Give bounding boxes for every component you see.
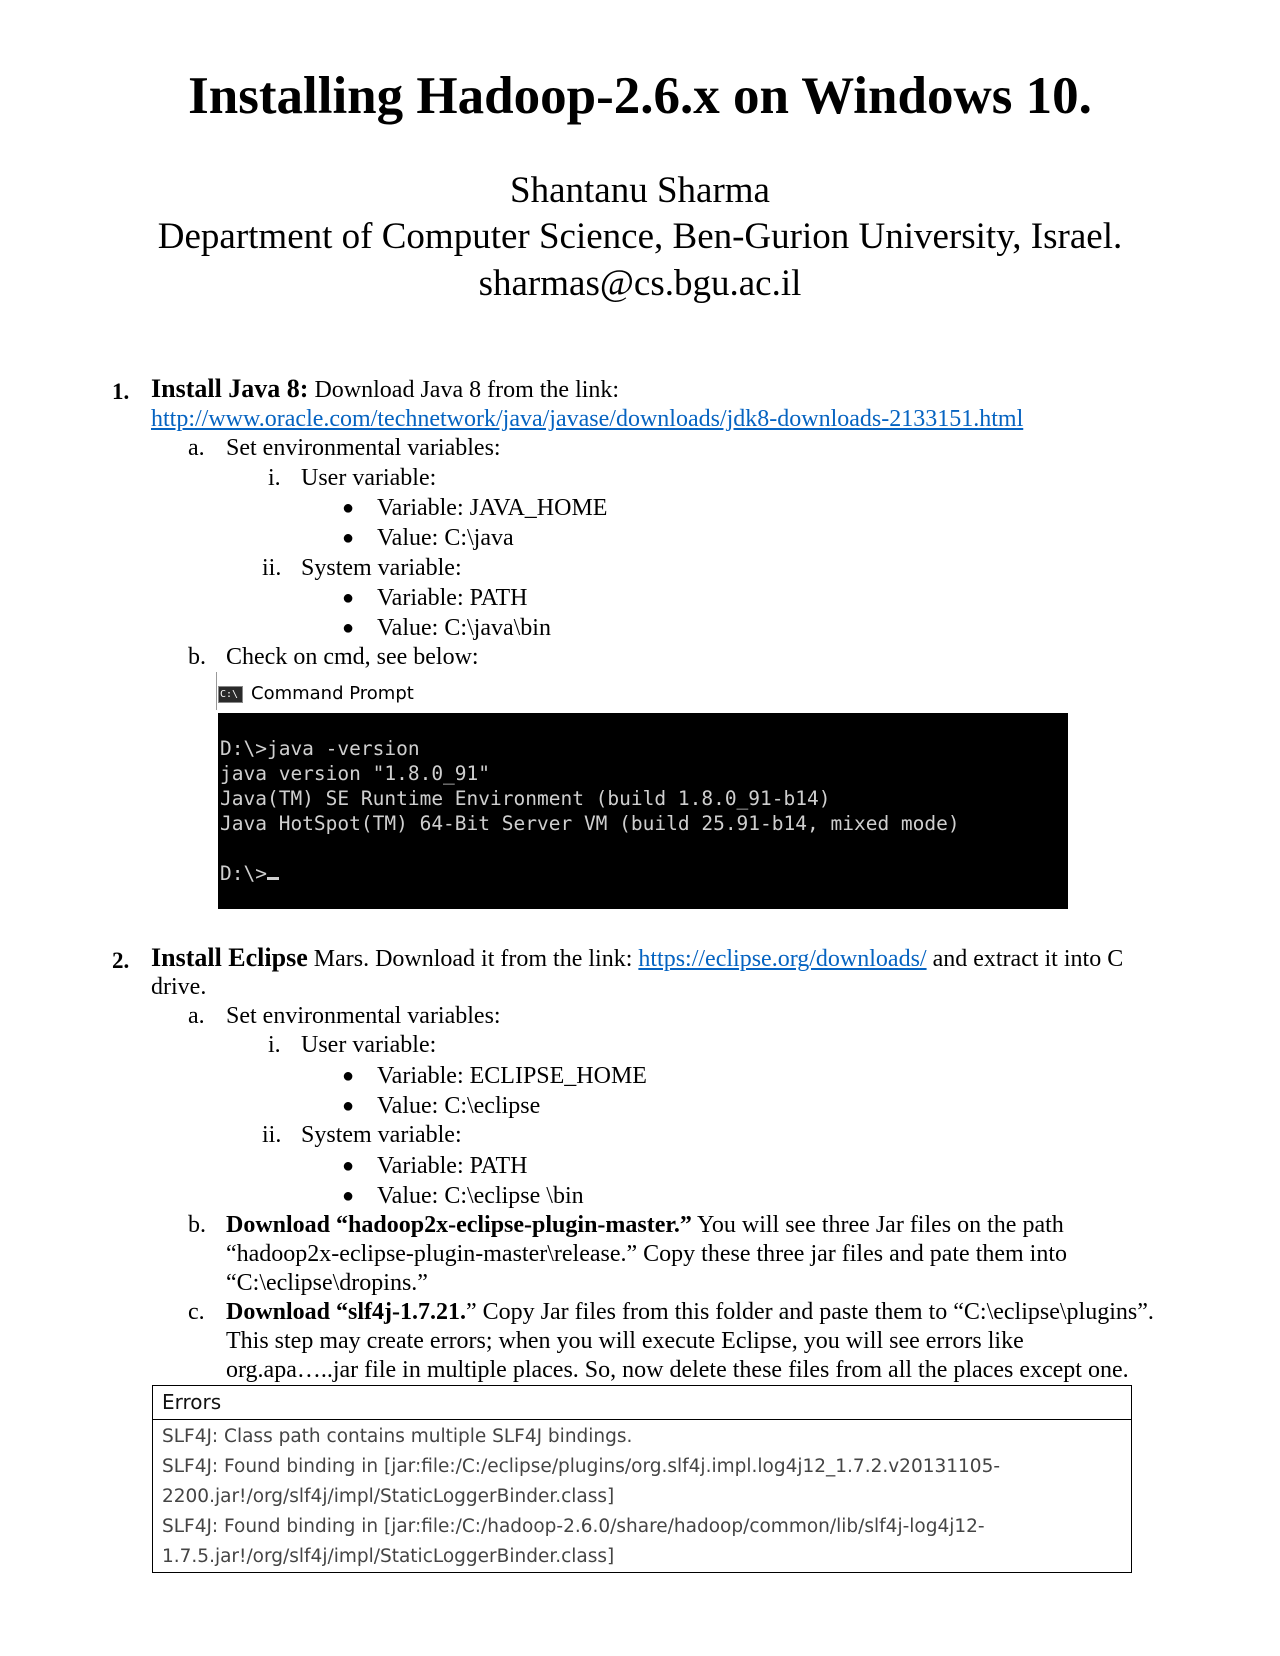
page-title: Installing Hadoop-2.6.x on Windows 10. — [188, 67, 1092, 125]
step-2a-marker: a. — [188, 1003, 205, 1029]
step-2-text-line2: drive. — [151, 974, 207, 1000]
bullet-icon: ● — [342, 1155, 355, 1177]
bullet-icon: ● — [342, 1065, 355, 1087]
step-2a-i-marker: i. — [268, 1032, 281, 1058]
step-1a-marker: a. — [188, 435, 205, 461]
step-1b-marker: b. — [188, 644, 206, 670]
step-2b-line2: “hadoop2x-eclipse-plugin-master\release.” Copy these three jar files and pate them into — [226, 1241, 1068, 1267]
step-2c-line2: This step may create errors; when you will execute Eclipse, you will see errors like — [226, 1328, 1024, 1354]
step-2c-bold: Download “slf4j-1.7.21. — [226, 1299, 467, 1325]
bullet-icon: ● — [342, 497, 355, 519]
cmd-prompt: D:\> — [220, 862, 267, 885]
author-name: Shantanu Sharma — [510, 170, 770, 211]
step-2b-line1 — [226, 1211, 1064, 1240]
step-1a-text: Set environmental variables: — [226, 435, 501, 461]
step-1-heading — [151, 374, 619, 405]
author-affiliation: Department of Computer Science, Ben-Gurion University, Israel. — [157, 216, 1123, 257]
step-2-text: Mars. Download it from the link: — [307, 946, 639, 972]
step-2c-line3: org.apa…..jar file in multiple places. So, now delete these files from all the places except one. — [226, 1357, 1129, 1383]
error-line: 2200.jar!/org/slf4j/impl/StaticLoggerBinder.class] — [162, 1486, 615, 1507]
error-line: SLF4J: Class path contains multiple SLF4J bindings. — [162, 1426, 633, 1447]
step-1a-ii-marker: ii. — [262, 555, 282, 581]
java-home-variable: Variable: JAVA_HOME — [377, 495, 608, 521]
step-2-label: Install Eclipse — [151, 943, 308, 972]
error-line: SLF4J: Found binding in [jar:file:/C:/eclipse/plugins/org.slf4j.impl.log4j12_1.7.2.v20131105- — [162, 1456, 1001, 1477]
step-1-label: Install Java 8: — [151, 374, 309, 403]
step-2c-line1 — [226, 1298, 1154, 1327]
cmd-titlebar — [218, 676, 1068, 712]
cmd-prompt-line — [220, 862, 279, 886]
cmd-icon: C:\ — [218, 686, 243, 703]
step-2a-ii-text: System variable: — [301, 1122, 462, 1148]
bullet-icon: ● — [342, 587, 355, 609]
step-2-text-after: and extract it into C — [926, 946, 1124, 972]
step-2b-text: You will see three Jar files on the path — [691, 1212, 1064, 1238]
errors-table — [152, 1385, 1132, 1573]
step-2a-i-text: User variable: — [301, 1032, 437, 1058]
author-email: sharmas@cs.bgu.ac.il — [478, 263, 802, 304]
error-line: SLF4J: Found binding in [jar:file:/C:/hadoop-2.6.0/share/hadoop/common/lib/slf4j-log4j12- — [162, 1516, 985, 1537]
step-1a-i-text: User variable: — [301, 465, 437, 491]
java-path-value: Value: C:\java\bin — [377, 615, 551, 641]
eclipse-download-link[interactable]: https://eclipse.org/downloads/ — [638, 946, 927, 972]
step-2a-text: Set environmental variables: — [226, 1003, 501, 1029]
cmd-line: java version "1.8.0_91" — [220, 762, 491, 785]
window-edge — [216, 672, 217, 710]
cmd-title: Command Prompt — [251, 683, 414, 704]
eclipse-path-value: Value: C:\eclipse \bin — [377, 1183, 584, 1209]
cmd-line: Java HotSpot(TM) 64-Bit Server VM (build 25.91-b14, mixed mode) — [220, 812, 960, 835]
step-2a-ii-marker: ii. — [262, 1122, 282, 1148]
cursor-icon — [267, 877, 279, 880]
step-2b-bold: Download “hadoop2x-eclipse-plugin-master.” — [226, 1212, 692, 1238]
step-1b-text: Check on cmd, see below: — [226, 644, 479, 670]
step-1-text: Download Java 8 from the link: — [308, 377, 620, 403]
java-download-link[interactable]: http://www.oracle.com/technetwork/java/javase/downloads/jdk8-downloads-2133151.html — [151, 406, 1024, 432]
step-1a-i-marker: i. — [268, 465, 281, 491]
step-2b-marker: b. — [188, 1212, 206, 1238]
step-2c-text: ” Copy Jar files from this folder and paste them to “C:\eclipse\plugins”. — [466, 1299, 1154, 1325]
step-2-number: 2. — [112, 948, 130, 973]
cmd-output — [218, 713, 1068, 909]
java-path-variable: Variable: PATH — [377, 585, 528, 611]
java-home-value: Value: C:\java — [377, 525, 514, 551]
eclipse-home-variable: Variable: ECLIPSE_HOME — [377, 1063, 647, 1089]
bullet-icon: ● — [342, 527, 355, 549]
step-2-heading — [151, 943, 1123, 974]
step-1-number: 1. — [112, 379, 130, 404]
eclipse-path-variable: Variable: PATH — [377, 1153, 528, 1179]
errors-heading: Errors — [153, 1386, 1131, 1420]
cmd-line: D:\>java -version — [220, 737, 420, 760]
error-line: 1.7.5.jar!/org/slf4j/impl/StaticLoggerBinder.class] — [162, 1546, 615, 1567]
step-2b-line3: “C:\eclipse\dropins.” — [226, 1270, 428, 1296]
cmd-line: Java(TM) SE Runtime Environment (build 1.8.0_91-b14) — [220, 787, 831, 810]
eclipse-home-value: Value: C:\eclipse — [377, 1093, 541, 1119]
bullet-icon: ● — [342, 617, 355, 639]
bullet-icon: ● — [342, 1095, 355, 1117]
bullet-icon: ● — [342, 1185, 355, 1207]
step-2c-marker: c. — [188, 1299, 205, 1325]
step-1a-ii-text: System variable: — [301, 555, 462, 581]
